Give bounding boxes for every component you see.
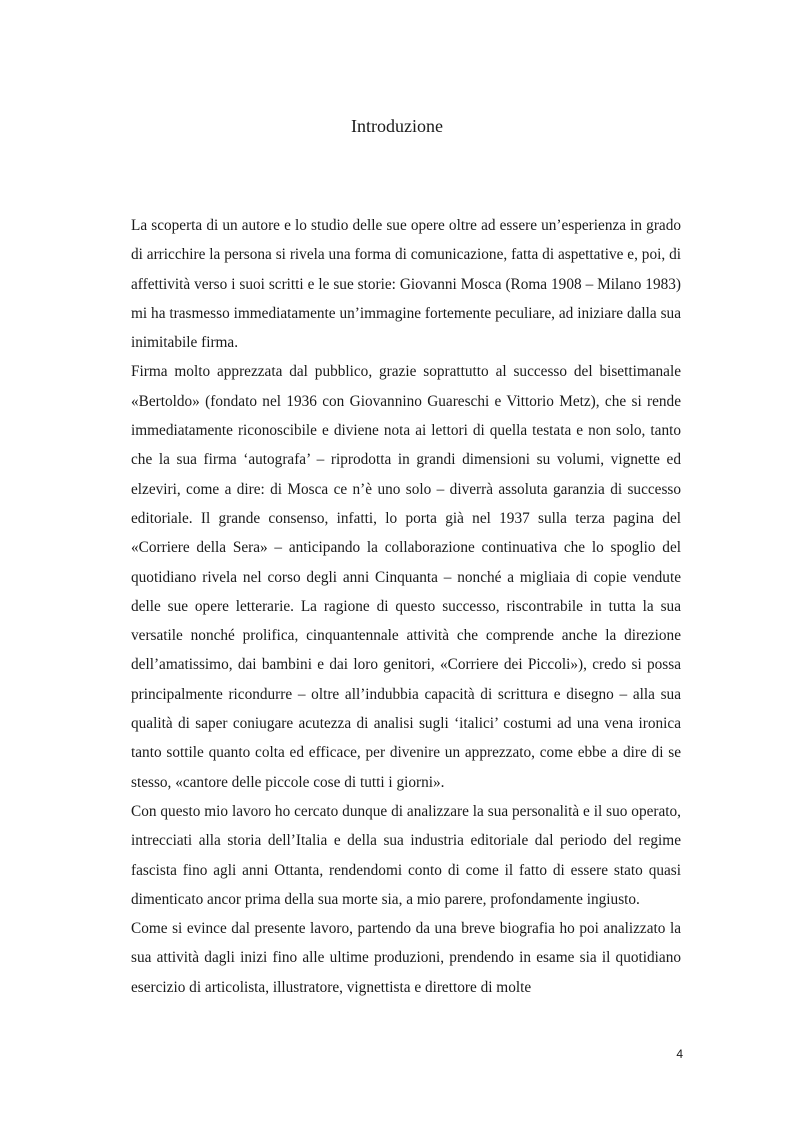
page-title: Introduzione bbox=[351, 116, 443, 136]
paragraph-2: Firma molto apprezzata dal pubblico, grazie soprattutto al successo del bisettimanale «Bertoldo» (fondato nel 1936 con Giovannino Guareschi e Vittorio Metz), che si rende immediatamente riconoscibile e diviene nota ai lettori di quella testata e non solo, tanto che la sua firma ‘autografa’ – riprodotta in grandi dimensioni su volumi, vignette ed elzeviri, come a dire: di Mosca ce n’è uno solo – diverrà assoluta garanzia di successo editoriale. Il grande consenso, infatti, lo porta già nel 1937 sulla terza pagina del «Corriere della Sera» – anticipando la collaborazione continuativa che lo spoglio del quotidiano rivela nel corso degli anni Cinquanta – nonché a migliaia di copie vendute delle sue opere letterarie. La ragione di questo successo, riscontrabile in tutta la sua versatile nonché prolifica, cinquantennale attività che comprende anche la direzione dell’amatissimo, dai bambini e dai loro genitori, «Corriere dei Piccoli»), credo si possa principalmente ricondurre – oltre all’indubbia capacità di scrittura e disegno – alla sua qualità di saper coniugare acutezza di analisi sugli ‘italici’ costumi ad una vena ironica tanto sottile quanto colta ed efficace, per divenire un apprezzato, come ebbe a dire di se stesso, «cantore delle piccole cose di tutti i giorni». bbox=[131, 363, 681, 791]
body-text bbox=[131, 211, 681, 1002]
paragraph-3: Con questo mio lavoro ho cercato dunque di analizzare la sua personalità e il suo operato, intrecciati alla storia dell’Italia e della sua industria editoriale dal periodo del regime fascista fino agli anni Ottanta, rendendomi conto di come il fatto di essere stato quasi dimenticato ancor prima della sua morte sia, a mio parere, profondamente ingiusto. bbox=[131, 802, 681, 908]
paragraph-1: La scoperta di un autore e lo studio delle sue opere oltre ad essere un’esperienza in grado di arricchire la persona si rivela una forma di comunicazione, fatta di aspettative e, poi, di affettività verso i suoi scritti e le sue storie: Giovanni Mosca (Roma 1908 – Milano 1983) mi ha trasmesso immediatamente un’immagine fortemente peculiare, ad iniziare dalla sua inimitabile firma. bbox=[131, 217, 681, 352]
page-number: 4 bbox=[676, 1047, 683, 1061]
paragraph-4: Come si evince dal presente lavoro, partendo da una breve biografia ho poi analizzato la sua attività dagli inizi fino alle ultime produzioni, prendendo in esame sia il quotidiano esercizio di articolista, illustratore, vignettista e direttore di molte bbox=[131, 920, 681, 996]
